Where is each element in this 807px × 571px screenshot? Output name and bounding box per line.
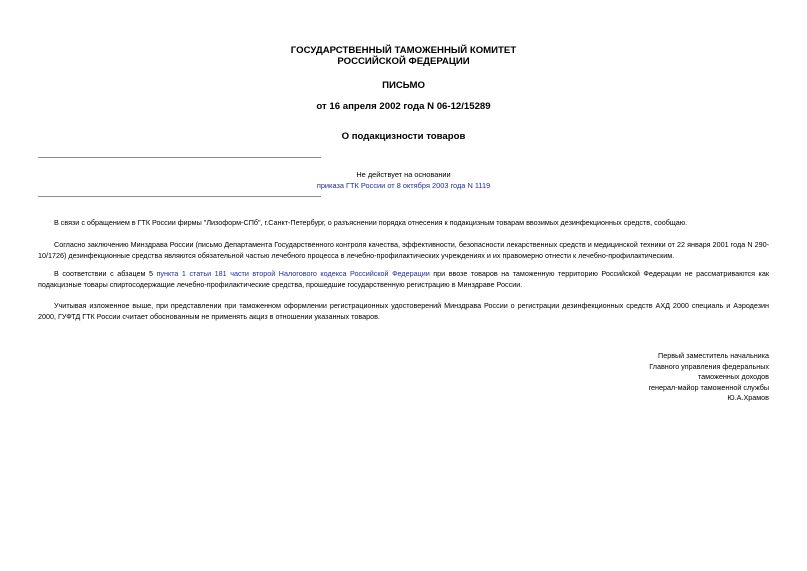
signature-line-2: Главного управления федеральных (649, 361, 769, 371)
document-subject: О подакцизности товаров (341, 131, 466, 142)
signature-line-1: Первый заместитель начальника (658, 351, 769, 360)
divider-bottom (38, 196, 321, 197)
paragraph-3-text-before: В соответствии с абзацем 5 (54, 269, 157, 278)
body-paragraph-2: Согласно заключению Минздрава России (письмо Департамента Государственного контроля качества, эффективности, безопасности лекарственных средств и медицинской техники от 22 января 2001 года N 290-10/1726) дезинфекционные средства являются обязательной частью лечебного процесса в лечебно-профилактических учреждениях и их правомерно отнести к лечебно-профилактическим. (38, 240, 769, 260)
divider-top (38, 157, 321, 158)
document-type: ПИСЬМО (382, 80, 425, 91)
body-paragraph-1: В связи с обращением в ГТК России фирмы "Лизоформ-СПб", г.Санкт-Петербург, о разъяснении порядка отнесения к подакцизным товарам ввозимых дезинфекционных средств, сообщаю. (54, 218, 688, 227)
signature-line-5: Ю.А.Храмов (727, 393, 769, 402)
paragraph-3-text-after: при ввозе товаров на таможенную территорию Российской Федерации не рассматриваются как подакцизные товары спиртосодержащие лечебно-профилактические средства, прошедшие государственную регистрацию в Минздраве России. (38, 269, 770, 289)
status-note: Не действует на основании (356, 170, 451, 179)
signature-block (560, 351, 769, 404)
status-link-row (0, 180, 807, 191)
status-order-link[interactable]: приказа ГТК России от 8 октября 2003 года N 1119 (316, 181, 491, 190)
document-date-number: от 16 апреля 2002 года N 06-12/15289 (316, 101, 491, 112)
body-paragraph-4: Учитывая изложенное выше, при представлении при таможенном оформлении регистрационных удостоверений Минздрава России о регистрации дезинфекционных средств АХД 2000 специаль и Аэродезин 2000, ГУФТД ГТК России считает обоснованным не применять акциз в отношении указанных товаров. (38, 301, 769, 321)
agency-name-line2: РОССИЙСКОЙ ФЕДЕРАЦИИ (337, 56, 470, 67)
body-paragraph-3 (38, 268, 769, 290)
tax-code-link[interactable]: пункта 1 статьи 181 части второй Налогового кодекса Российской Федерации (156, 269, 430, 278)
agency-name-line1: ГОСУДАРСТВЕННЫЙ ТАМОЖЕННЫЙ КОМИТЕТ (290, 45, 517, 56)
signature-line-3: таможенных доходов (697, 372, 769, 381)
agency-name (0, 45, 807, 67)
signature-line-4: генерал-майор таможенной службы (648, 382, 769, 392)
